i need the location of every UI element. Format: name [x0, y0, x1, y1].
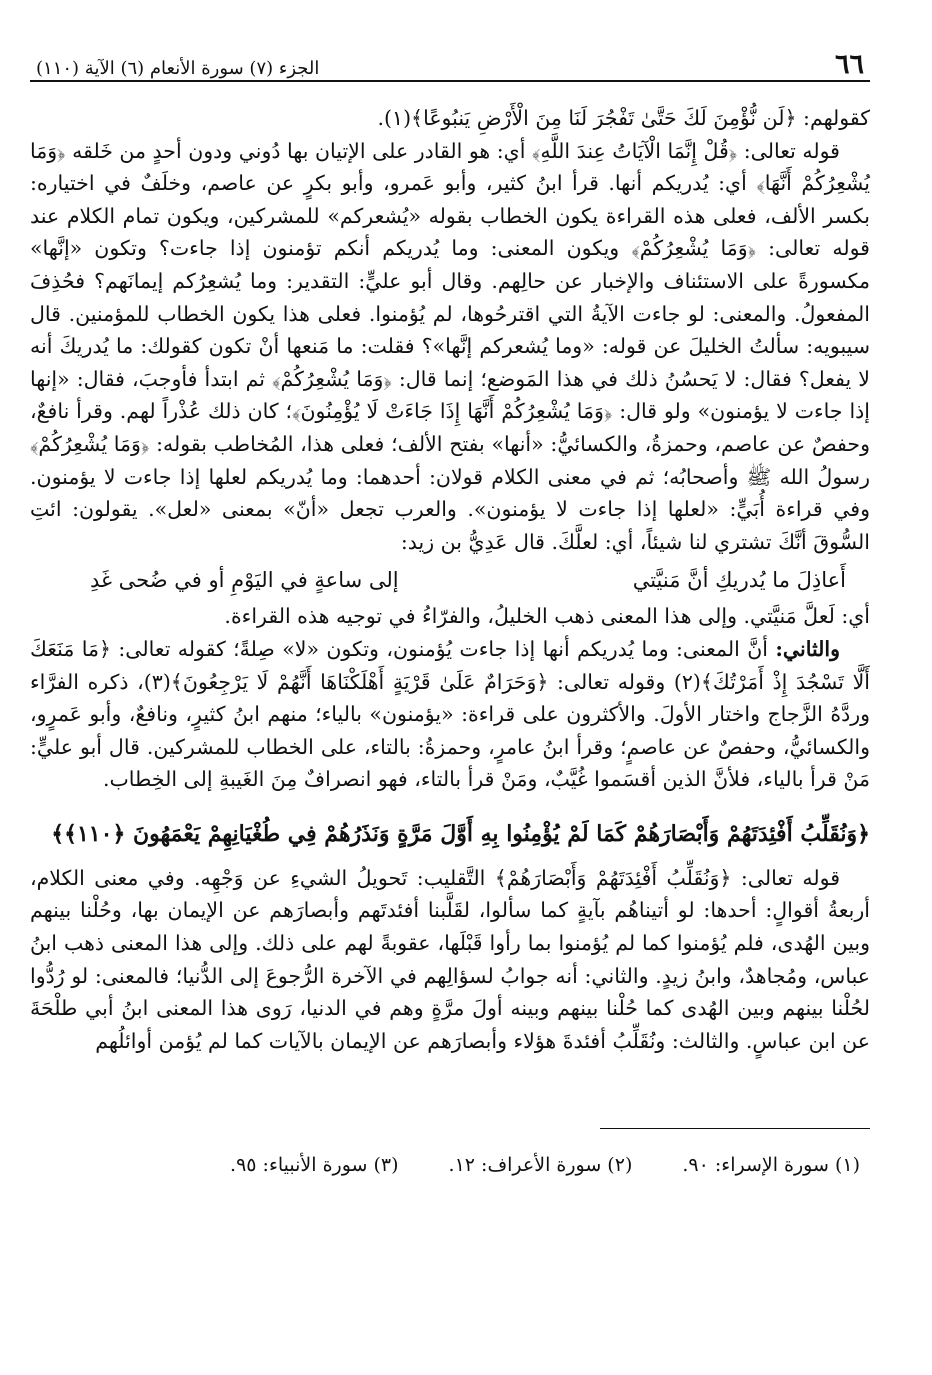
verse-first-hemistich: أَعاذِلَ ما يُدريكِ أنَّ مَنيَّتي — [632, 568, 846, 593]
main-text — [30, 102, 870, 1057]
footnote-2: (٢) سورة الأعراف: ١٢. — [448, 1154, 633, 1176]
book-page — [30, 40, 870, 1360]
quran-ayah: ﴿وَنُقَلِّبُ أَفْئِدَتَهُمْ وَأَبْصَارَهُمْ كَمَا لَمْ يُؤْمِنُوا بِهِ أَوَّلَ مَرَّةٍ وَنَذَرُهُمْ فِي طُغْيَانِهِمْ يَعْمَهُونَ ﴿١١٠﴾﴾ — [51, 820, 870, 847]
paragraph-second-opinion — [30, 633, 870, 796]
footnotes — [230, 1150, 860, 1180]
second-opinion-text: أنَّ المعنى: وما يُدريكم أنها إذا جاءت يُؤمنون، وتكون «لا» صِلةً؛ كقوله تعالى: ﴿مَا مَنَعَكَ أَلَّا تَسْجُدَ إِذْ أَمَرْتُكَ﴾(٢) وقوله تعالى: ﴿وَحَرَامٌ عَلَىٰ قَرْيَةٍ أَهْلَكْنَاهَا أَنَّهُمْ لَا يَرْجِعُونَ﴾(٣)، ذكره الفرَّاء وردَّهُ الزَّجاج واختار الأولَ. والأكثرون على قراءة: «يؤمنون» بالياء؛ منهم ابنُ كثيرٍ، ونافعٌ، وأبو عَمرٍو، والكسائيُّ، وحفصٌ عن عاصمٍ؛ وقرأ ابنُ عامرٍ، وحمزةُ: بالتاء، على الخطاب للمشركين. قال أبو عليٍّ: مَنْ قرأ بالياء، فلأنَّ الذين أقسَموا غُيَّبٌ، ومَنْ قرأ بالتاء، فهو انصرافٌ مِنَ الغَيبةِ إلى الخِطاب. — [30, 636, 871, 792]
footnote-1: (١) سورة الإسراء: ٩٠. — [682, 1154, 860, 1176]
paragraph-opening: كقولهم: ﴿لَن نُّؤْمِنَ لَكَ حَتَّىٰ تَفْجُرَ لَنَا مِنَ الْأَرْضِ يَنبُوعًا﴾(١). — [377, 106, 870, 130]
footnote-divider — [600, 1128, 870, 1129]
verse-second-hemistich: إلى ساعةٍ في اليَوْمِ أو في ضُحى غَدِ — [90, 568, 399, 593]
poetry-verse — [30, 558, 870, 600]
second-opinion-label: والثاني: — [775, 636, 840, 661]
page-header — [30, 40, 870, 82]
running-title: الجزء (٧) سورة الأنعام (٦) الآية (١١٠) — [36, 58, 320, 79]
paragraph-verse-explanation: أي: لَعلَّ مَنيَّتي. وإلى هذا المعنى ذهب الخليلُ، والفرّاءُ في توجيه هذه القراءة. — [224, 604, 870, 629]
page-number: ٦٦ — [834, 49, 864, 80]
paragraph-commentary-2: قوله تعالى: ﴿وَنُقَلِّبُ أَفْئِدَتَهُمْ وَأَبْصَارَهُمْ﴾ التَّقليب: تَحويلُ الشيءِ عن وَجْهِه. وفي معنى الكلام، أربعةُ أقوالٍ: أحدها: لو أتيناهُم بآيةٍ كما سألوا، لقَلَّبنا أفئدتَهم وأبصارَهم عن الإيمان بها، وحُلْنا بينهم وبين الهُدى، فلم يُؤمنوا كما لم يُؤمنوا بما رأوا قَبْلَها، عقوبةً لهم على ذلك. وإلى هذا المعنى ذهب ابنُ عباس، ومُجاهدٌ، وابنُ زيدٍ. والثاني: أنه جوابُ لسؤالِهم في الآخرة الرُّجوعَ إلى الدُّنيا؛ فالمعنى: لو رُدُّوا لحُلْنا بينهم وبين الهُدى كما حُلْنا بينهم وبينه أولَ مرَّةٍ وهم في الدنيا، رَوى هذا المعنى ابنُ أبي طلْحَةَ عن ابن عباسٍ. والثالث: ونُقَلِّبُ أفئدةَ هؤلاء وأبصارَهم عن الإيمان بالآيات كما لم يُؤمن أوائلُهم — [30, 865, 870, 1053]
footnote-3: (٣) سورة الأنبياء: ٩٥. — [230, 1154, 399, 1176]
paragraph-commentary-1: قوله تعالى: ﴿قُلْ إِنَّمَا الْآيَاتُ عِندَ اللَّهِ﴾ أي: هو القادر على الإتيان بها دُوني ودون أحدٍ من خَلقه ﴿وَمَا يُشْعِرُكُمْ أَنَّهَا﴾ أي: يُدريكم أنها. قرأ ابنُ كثير، وأبو عَمرو، وأبو بكرٍ عن عاصم، وخلَفٌ في اختياره: بكسر الألف، فعلى هذه القراءة يكون الخطاب بقوله «يُشعركم» للمشركين، ويكون تمام الكلام عند قوله تعالى: ﴿وَمَا يُشْعِرُكُمْ﴾ ويكون المعنى: وما يُدريكم أنكم تؤمنون إذا جاءت؟ وتكون «إنَّها» مكسورةً على الاستئناف والإخبار عن حالِهم. وقال أبو عليٍّ: التقدير: وما يُشعِرُكم إيمانَهم؟ فحُذِفَ المفعولُ. والمعنى: لو جاءت الآيةُ التي اقترحُوها، لم يُؤمنوا. فعلى هذا يكون الخطاب للمؤمنين. قال سيبويه: سألتُ الخليلَ عن قوله: «وما يُشعركم إنَّها»؟ فقلت: ما مَنعها أنْ تكون كقولك: ما يُدريكَ أنه لا يفعل؟ فقال: لا يَحسُنُ ذلك في هذا المَوضع؛ إنما قال: ﴿وَمَا يُشْعِرُكُمْ﴾ ثم ابتدأ فأوجبَ، فقال: «إنها إذا جاءت لا يؤمنون» ولو قال: ﴿وَمَا يُشْعِرُكُمْ أَنَّهَا إِذَا جَاءَتْ لَا يُؤْمِنُونَ﴾؛ كان ذلك عُذْراً لهم. وقرأ نافعٌ، وحفصٌ عن عاصم، وحمزةُ، والكسائيُّ: «أنها» بفتح الألف؛ فعلى هذا، المُخاطب بقوله: ﴿وَمَا يُشْعِرُكُمْ﴾ رسولُ الله ﷺ وأصحابُه؛ ثم في معنى الكلام قولان: أحدهما: وما يُدريكم لعلها إذا جاءت لا يؤمنون. وفي قراءة أُبَيٍّ: «لعلها إذا جاءت لا يؤمنون». والعرب تجعل «أنّ» بمعنى «لعل». يقولون: ائتِ السُّوقَ أنَّكَ تشتري لنا شيئاً، أي: لعلَّكَ. قال عَدِيُّ بن زيد: — [30, 138, 870, 554]
